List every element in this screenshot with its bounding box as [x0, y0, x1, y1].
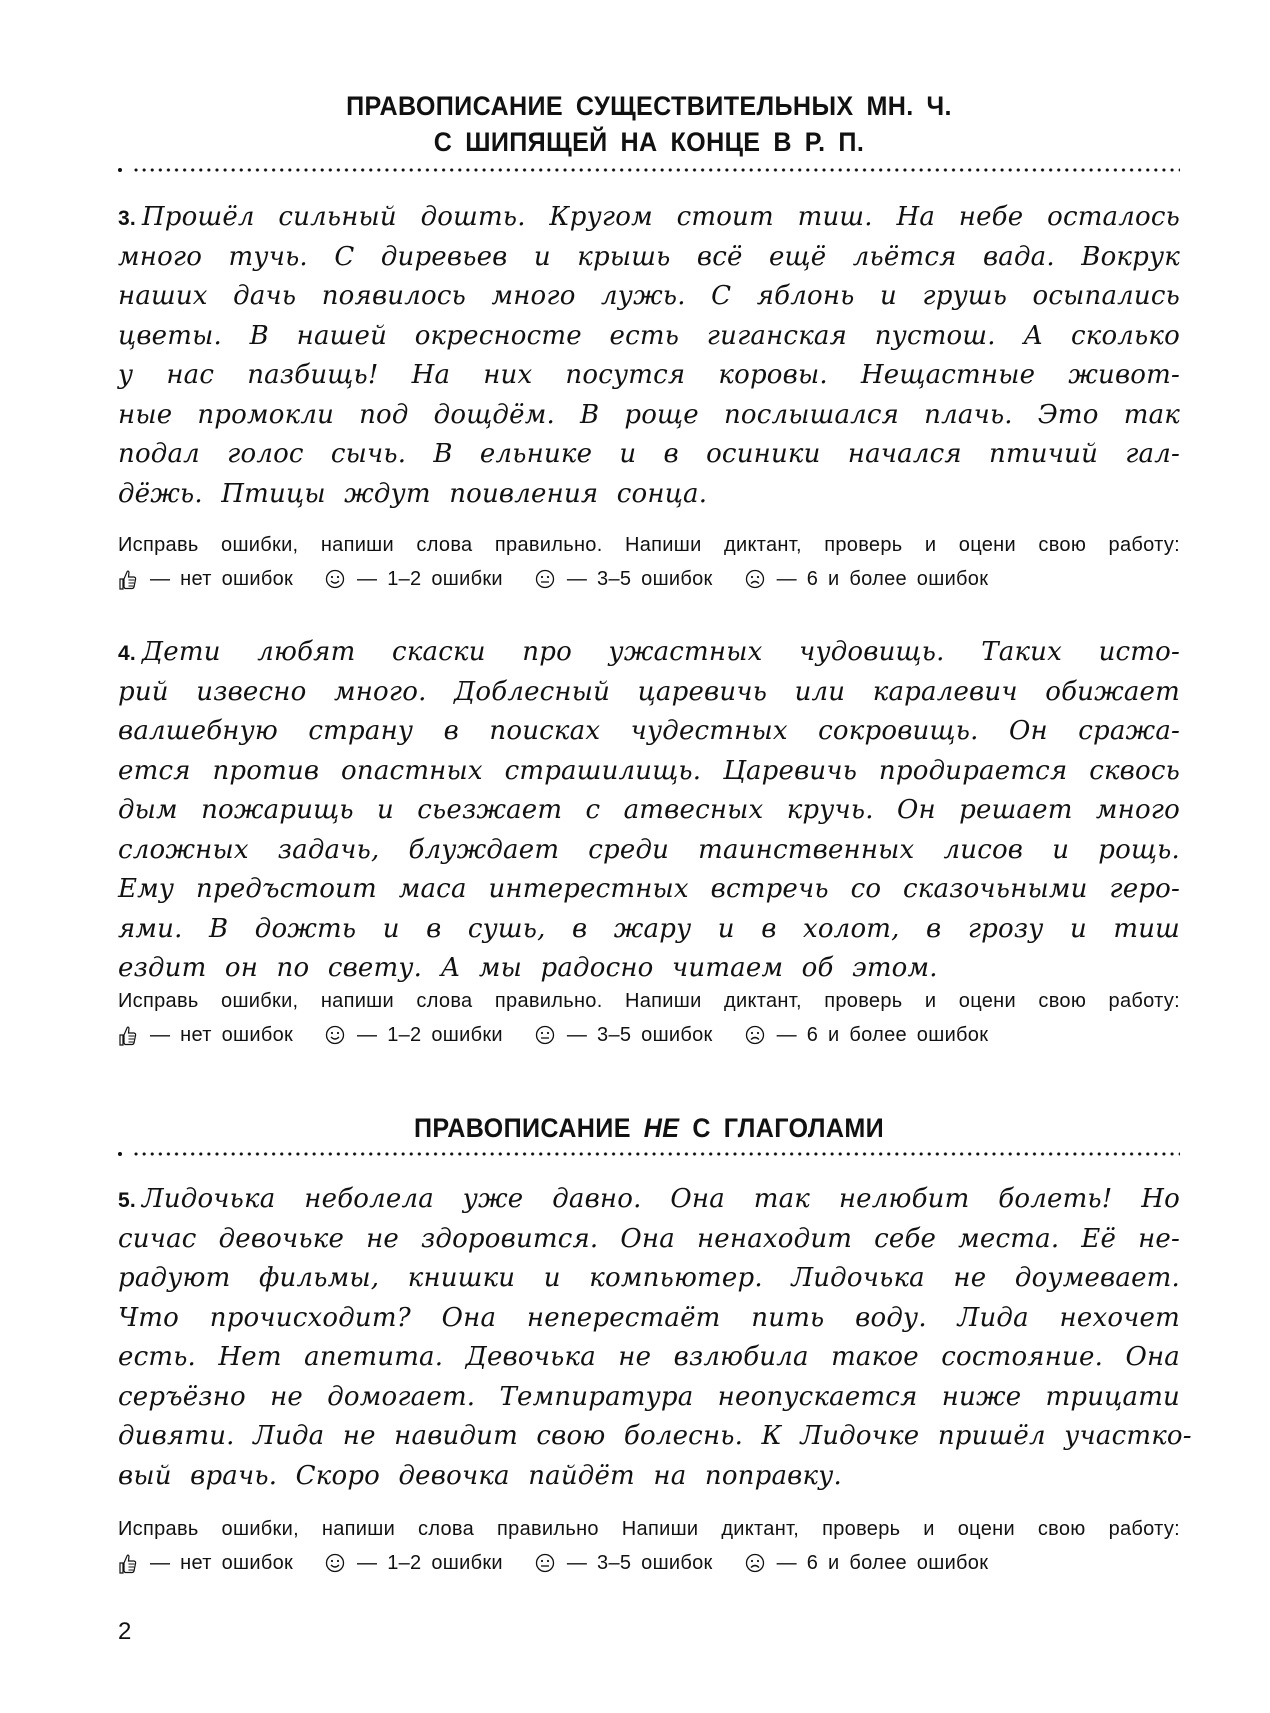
grade-label: — 3–5 ошибок	[566, 568, 713, 590]
thumbs-up-icon	[118, 1025, 138, 1045]
smiley-happy-icon	[325, 1025, 345, 1045]
exercise-text: Лидочька неболела уже давно. Она так нелюбит болеть! Но	[141, 1184, 1180, 1214]
section-title-emphasis: НЕ	[643, 1113, 680, 1143]
section-title-prefix: ПРАВОПИСАНИЕ	[413, 1113, 631, 1143]
grading-scale	[118, 1018, 1180, 1052]
grade-6-plus-errors	[745, 562, 989, 596]
exercise-line: ется против опастных страшилищь. Царевичь продирается сквось	[118, 755, 1180, 786]
grading-scale	[118, 562, 1180, 596]
smiley-sad-icon	[745, 1553, 765, 1573]
exercise-line: ями. В дожть и в сушь, в жару и в холот, в грозу и тиш	[118, 913, 1180, 944]
exercise-line: радуют фильмы, книшки и компьютер. Лидочька не доумевает.	[118, 1263, 1180, 1293]
exercise-text: Дети любят скаски про ужастных чудовищь. Таких исто-	[141, 637, 1180, 667]
section-title-line-2: С ШИПЯЩЕЙ НА КОНЦЕ В Р. П.	[433, 127, 865, 157]
thumbs-up-icon	[118, 1553, 138, 1573]
instruction-block	[118, 984, 1180, 1052]
grade-label: — 6 и более ошибок	[776, 1024, 989, 1046]
exercise-line: валшебную страну в поисках чудестных сокровищь. Он сража-	[118, 716, 1180, 746]
smiley-neutral-icon	[535, 1025, 555, 1045]
grade-6-plus-errors	[745, 1546, 989, 1580]
section-title-line-1: ПРАВОПИСАНИЕ СУЩЕСТВИТЕЛЬНЫХ МН. Ч.	[346, 91, 952, 121]
grade-3-5-errors	[535, 1546, 713, 1580]
grade-label: — 1–2 ошибки	[357, 568, 503, 590]
section-title-suffix: С ГЛАГОЛАМИ	[692, 1113, 885, 1143]
exercise-line	[118, 198, 1180, 238]
exercise-line: у нас пазбищь! На них посутся коровы. Нещастные живот-	[118, 360, 1180, 390]
grade-no-errors	[118, 562, 293, 596]
exercise-text: Прошёл сильный дошть. Кругом стоит тиш. На небе осталось	[141, 202, 1180, 232]
exercise-3	[118, 198, 1180, 514]
exercise-number: 4.	[118, 642, 136, 665]
grade-1-2-errors	[325, 562, 503, 596]
dotted-divider	[118, 168, 1180, 172]
grade-3-5-errors	[535, 1018, 713, 1052]
exercise-line: рий извесно много. Доблесный царевичь или каралевич обижает	[118, 676, 1180, 707]
exercise-line	[118, 633, 1180, 673]
grade-label: — 6 и более ошибок	[776, 568, 989, 590]
exercise-line: дым пожарищь и сьезжает с атвесных кручь. Он решает много	[118, 795, 1180, 825]
smiley-happy-icon	[325, 569, 345, 589]
grade-label: — 3–5 ошибок	[566, 1552, 713, 1574]
exercise-line: сичас девочьке не здоровится. Она ненаходит себе места. Её не-	[118, 1223, 1180, 1254]
grade-label: — 1–2 ошибки	[357, 1552, 503, 1574]
grading-scale	[118, 1546, 1180, 1580]
grade-3-5-errors	[535, 562, 713, 596]
grade-label: — нет ошибок	[150, 1552, 294, 1574]
exercise-line: серъёзно не домогает. Темпиратура неопускается ниже трицати	[118, 1381, 1180, 1412]
smiley-happy-icon	[325, 1553, 345, 1573]
exercise-line: Что прочисходит? Она неперестаёт пить воду. Лида нехочет	[118, 1302, 1180, 1333]
exercise-5	[118, 1180, 1192, 1496]
section-title-ne-verbs	[155, 1110, 1143, 1146]
grade-no-errors	[118, 1018, 293, 1052]
exercise-line: много тучь. С диревьев и крышь всё ещё льётся вада. Вокрук	[118, 241, 1180, 272]
grade-label: — 6 и более ошибок	[776, 1552, 989, 1574]
dotted-divider	[118, 1152, 1180, 1156]
exercise-line: цветы. В нашей окресносте есть гиганская пустош. А сколько	[118, 320, 1180, 351]
exercise-line: дивяти. Лида не навидит свою болеснь. К Лидочке пришёл участко-	[118, 1421, 1192, 1451]
instruction-block	[118, 528, 1180, 596]
smiley-sad-icon	[745, 569, 765, 589]
exercise-line: вый врачь. Скоро девочка пайдёт на поправку.	[118, 1460, 842, 1491]
grade-label: — 1–2 ошибки	[357, 1024, 503, 1046]
exercise-line: есть. Нет апетита. Девочька не взлюбила такое состояние. Она	[118, 1342, 1180, 1372]
grade-no-errors	[118, 1546, 293, 1580]
instruction-text: Исправь ошибки, напиши слова правильно Напиши диктант, проверь и оцени свою работу:	[118, 1518, 1180, 1540]
instruction-text: Исправь ошибки, напиши слова правильно. Напиши диктант, проверь и оцени свою работу:	[118, 990, 1180, 1012]
grade-label: — нет ошибок	[150, 1024, 294, 1046]
smiley-neutral-icon	[535, 569, 555, 589]
exercise-number: 5.	[118, 1189, 136, 1212]
exercise-number: 3.	[118, 207, 136, 230]
instruction-text: Исправь ошибки, напиши слова правильно. Напиши диктант, проверь и оцени свою работу:	[118, 534, 1180, 556]
exercise-4	[118, 633, 1180, 989]
exercise-line: ные промокли под дощдём. В роще послышался плачь. Это так	[118, 399, 1180, 430]
instruction-block	[118, 1512, 1180, 1580]
smiley-neutral-icon	[535, 1553, 555, 1573]
grade-label: — 3–5 ошибок	[566, 1024, 713, 1046]
exercise-line: наших дачь появилось много лужь. С яблонь и грушь осыпались	[118, 281, 1180, 311]
smiley-sad-icon	[745, 1025, 765, 1045]
thumbs-up-icon	[118, 569, 138, 589]
grade-6-plus-errors	[745, 1018, 989, 1052]
exercise-line: сложных задачь, блуждает среди таинственных лисов и рощь.	[118, 834, 1180, 865]
exercise-line: ездит он по свету. А мы радосно читаем об этом.	[118, 953, 938, 983]
exercise-line: дёжь. Птицы ждут поивления сонца.	[118, 478, 708, 509]
grade-label: — нет ошибок	[150, 568, 294, 590]
exercise-line	[118, 1180, 1180, 1220]
exercise-line: подал голос сычь. В ельнике и в осиники начался птичий гал-	[118, 439, 1180, 469]
exercise-line: Ему предъстоит маса интерестных встречь со сказочьными геро-	[118, 874, 1180, 904]
grade-1-2-errors	[325, 1018, 503, 1052]
grade-1-2-errors	[325, 1546, 503, 1580]
page-number: 2	[118, 1618, 132, 1645]
section-title-nouns	[155, 88, 1143, 160]
